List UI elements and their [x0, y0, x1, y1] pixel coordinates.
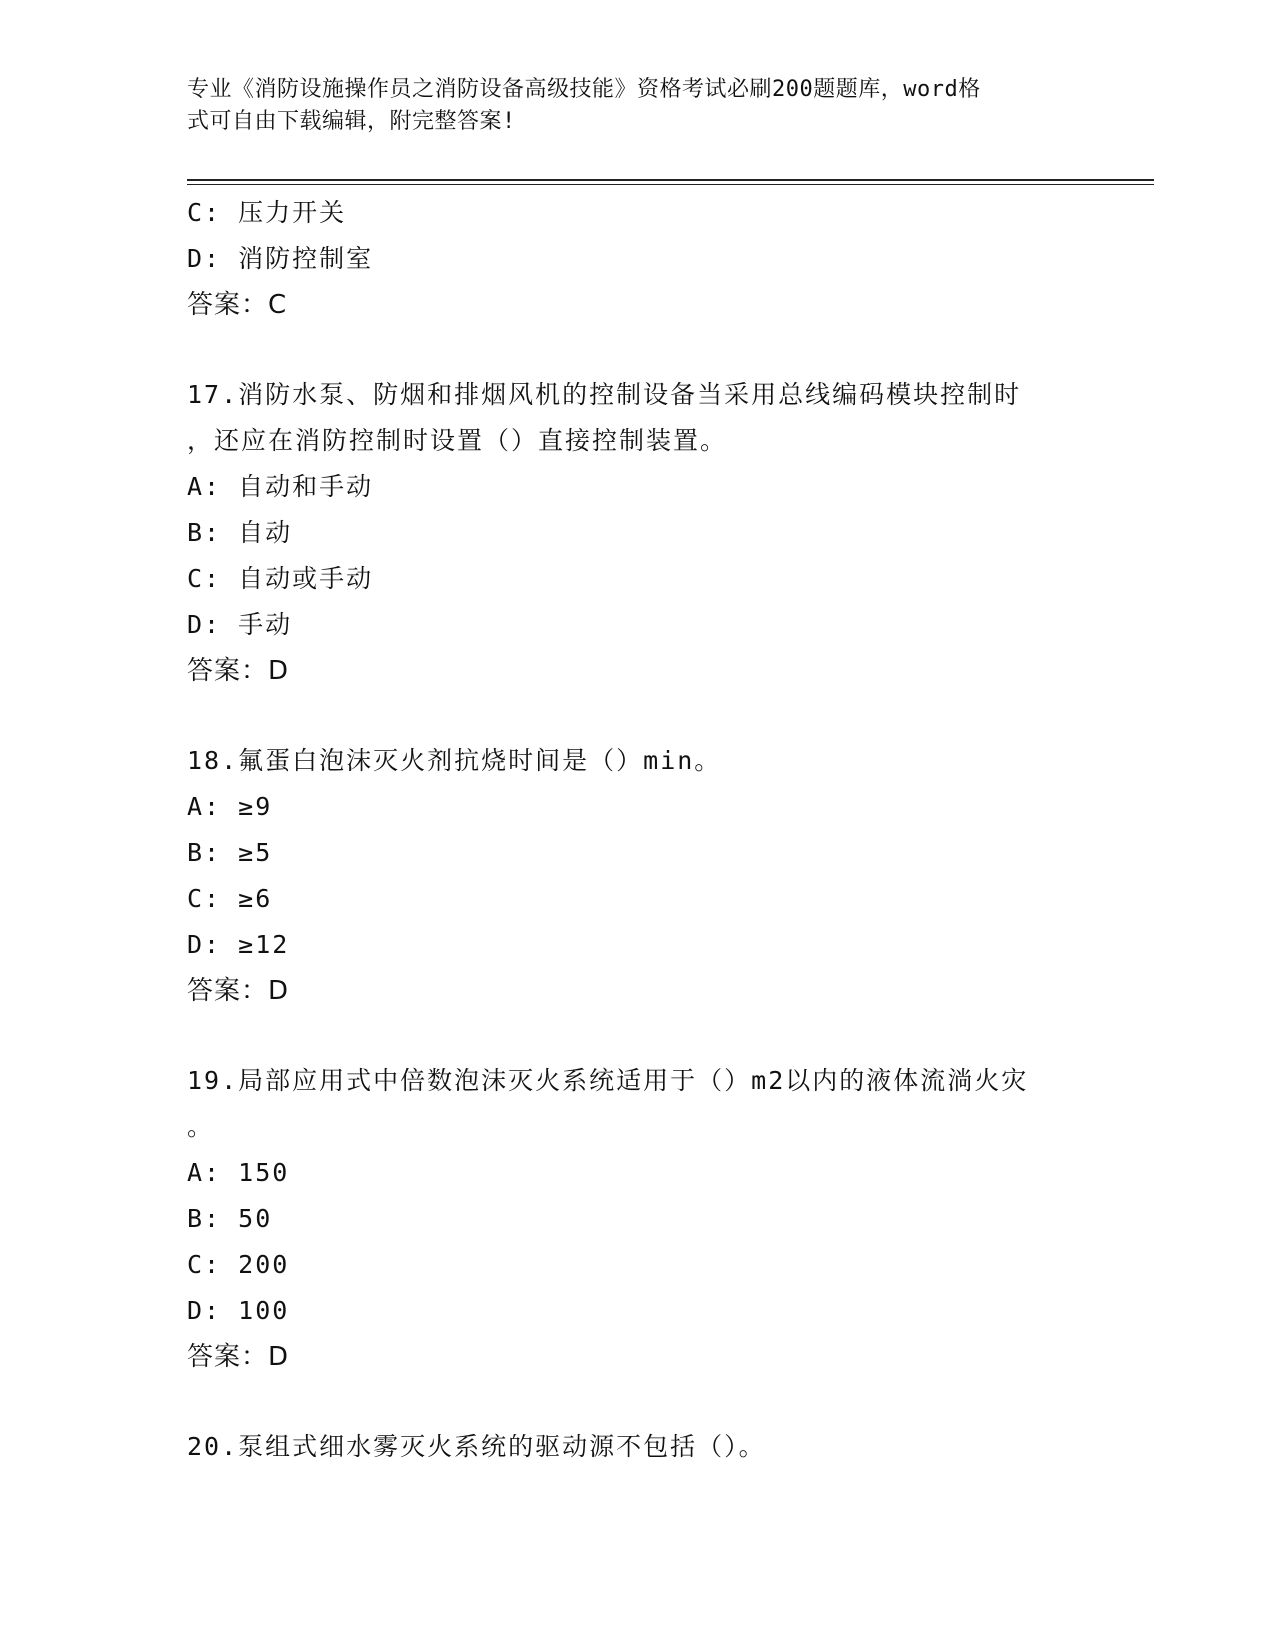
option-a: A: ≥9 — [187, 792, 273, 821]
header-divider-thick — [187, 179, 1154, 181]
header-title-line-2: 式可自由下载编辑，附完整答案! — [187, 109, 516, 134]
question-stem-line-1: 19.局部应用式中倍数泡沫灭火系统适用于（）m2以内的液体流淌火灾 — [187, 1066, 1029, 1095]
question-spacer — [187, 1380, 1087, 1424]
option-d: D: 手动 — [187, 610, 293, 639]
option-c: C: ≥6 — [187, 884, 273, 913]
question-spacer — [187, 694, 1087, 738]
question-stem-line-1: 17.消防水泵、防烟和排烟风机的控制设备当采用总线编码模块控制时 — [187, 380, 1022, 409]
question-16 — [187, 190, 1087, 328]
option-c: C: 压力开关 — [187, 198, 347, 227]
option-b: B: 50 — [187, 1204, 273, 1233]
question-18 — [187, 738, 1087, 1014]
answer-line: 答案：C — [187, 290, 288, 320]
option-b: B: 自动 — [187, 518, 293, 547]
option-d: D: 100 — [187, 1296, 290, 1325]
option-a: A: 自动和手动 — [187, 472, 374, 501]
option-d: D: 消防控制室 — [187, 244, 374, 273]
header-title-line-1: 专业《消防设施操作员之消防设备高级技能》资格考试必刷200题题库，word格 — [187, 77, 981, 102]
answer-line: 答案：D — [187, 1342, 290, 1372]
question-stem: 18.氟蛋白泡沫灭火剂抗烧时间是（）min。 — [187, 746, 722, 775]
question-spacer — [187, 1014, 1087, 1058]
question-stem-line-2: 。 — [187, 1112, 215, 1141]
header-divider-thin — [187, 184, 1154, 185]
question-stem-line-2: ，还应在消防控制时设置（）直接控制装置。 — [187, 426, 728, 455]
option-b: B: ≥5 — [187, 838, 273, 867]
question-stem: 20.泵组式细水雾灭火系统的驱动源不包括（）。 — [187, 1432, 766, 1461]
option-c: C: 自动或手动 — [187, 564, 374, 593]
document-header — [187, 74, 1067, 138]
answer-line: 答案：D — [187, 656, 290, 686]
option-a: A: 150 — [187, 1158, 290, 1187]
question-20 — [187, 1424, 1087, 1470]
option-d: D: ≥12 — [187, 930, 290, 959]
question-spacer — [187, 328, 1087, 372]
answer-line: 答案：D — [187, 976, 290, 1006]
option-c: C: 200 — [187, 1250, 290, 1279]
question-19 — [187, 1058, 1087, 1380]
question-17 — [187, 372, 1087, 694]
question-list — [187, 190, 1087, 1470]
